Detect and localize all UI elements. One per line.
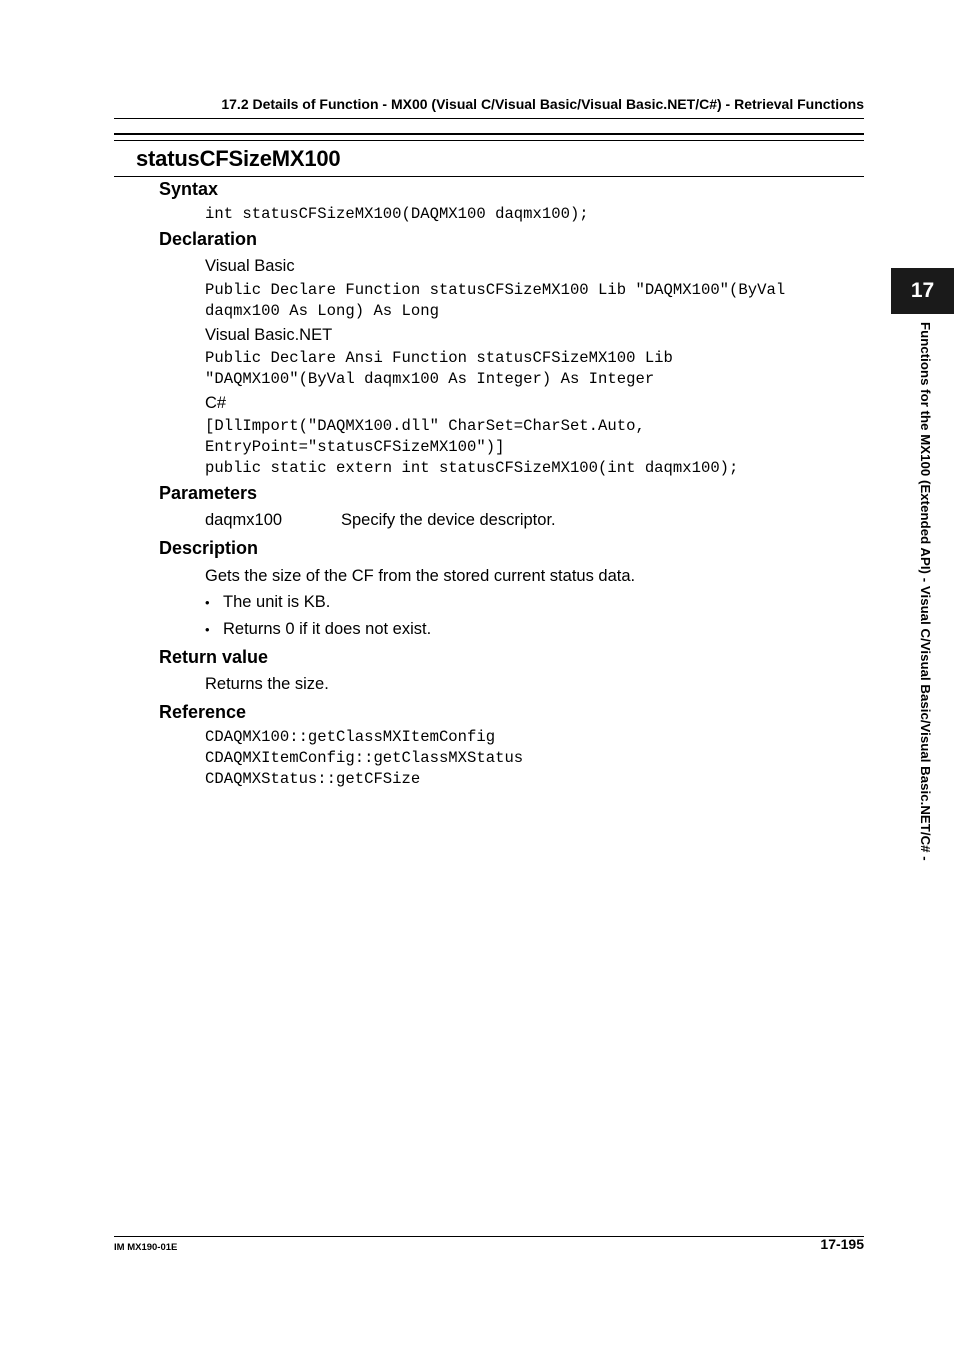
description-bullet	[205, 593, 330, 612]
vb-label: Visual Basic	[205, 257, 295, 275]
vbnet-code: Public Declare Ansi Function statusCFSizeMX100 Lib "DAQMX100"(ByVal daqmx100 As Integer) As Integer	[205, 349, 673, 388]
parameter-description: Specify the device descriptor.	[341, 511, 556, 529]
parameter-name: daqmx100	[205, 511, 283, 529]
chapter-side-title: Functions for the MX100 (Extended API) - Visual C/Visual Basic/Visual Basic.NET/C# -	[918, 322, 933, 861]
footer-rule	[114, 1236, 864, 1237]
return-value-heading: Return value	[159, 647, 269, 667]
bullet-marker: •	[205, 622, 210, 637]
cs-code: [DllImport("DAQMX100.dll" CharSet=CharSet.Auto, EntryPoint="statusCFSizeMX100")] public static extern int statusCFSizeMX100(int daqmx100);	[205, 417, 739, 477]
cs-label: C#	[205, 394, 227, 412]
reference-heading: Reference	[159, 702, 247, 722]
description-bullet	[205, 620, 431, 639]
syntax-heading: Syntax	[159, 179, 219, 199]
bullet-text: The unit is KB.	[223, 593, 331, 611]
bullet-text: Returns 0 if it does not exist.	[223, 620, 432, 638]
header-rule-thin	[114, 140, 864, 141]
page-number: 17-195	[820, 1236, 864, 1252]
chapter-tab: 17	[891, 268, 954, 314]
title-rule	[114, 176, 864, 177]
description-heading: Description	[159, 538, 259, 558]
parameters-heading: Parameters	[159, 483, 258, 503]
bullet-marker: •	[205, 595, 210, 610]
header-rule-thick	[114, 133, 864, 135]
running-head: 17.2 Details of Function - MX00 (Visual C/Visual Basic/Visual Basic.NET/C#) - Retrieval Functions	[221, 96, 864, 112]
vbnet-label: Visual Basic.NET	[205, 326, 333, 344]
header-rule-top	[114, 118, 864, 119]
manual-id: IM MX190-01E	[114, 1242, 178, 1253]
function-title: statusCFSizeMX100	[136, 146, 341, 171]
vb-code: Public Declare Function statusCFSizeMX100 Lib "DAQMX100"(ByVal daqmx100 As Long) As Long	[205, 281, 786, 320]
reference-code: CDAQMX100::getClassMXItemConfig CDAQMXItemConfig::getClassMXStatus CDAQMXStatus::getCFSize	[205, 728, 524, 788]
description-text: Gets the size of the CF from the stored current status data.	[205, 567, 636, 585]
declaration-heading: Declaration	[159, 229, 258, 249]
return-value-text: Returns the size.	[205, 675, 329, 693]
syntax-code: int statusCFSizeMX100(DAQMX100 daqmx100);	[205, 205, 589, 223]
